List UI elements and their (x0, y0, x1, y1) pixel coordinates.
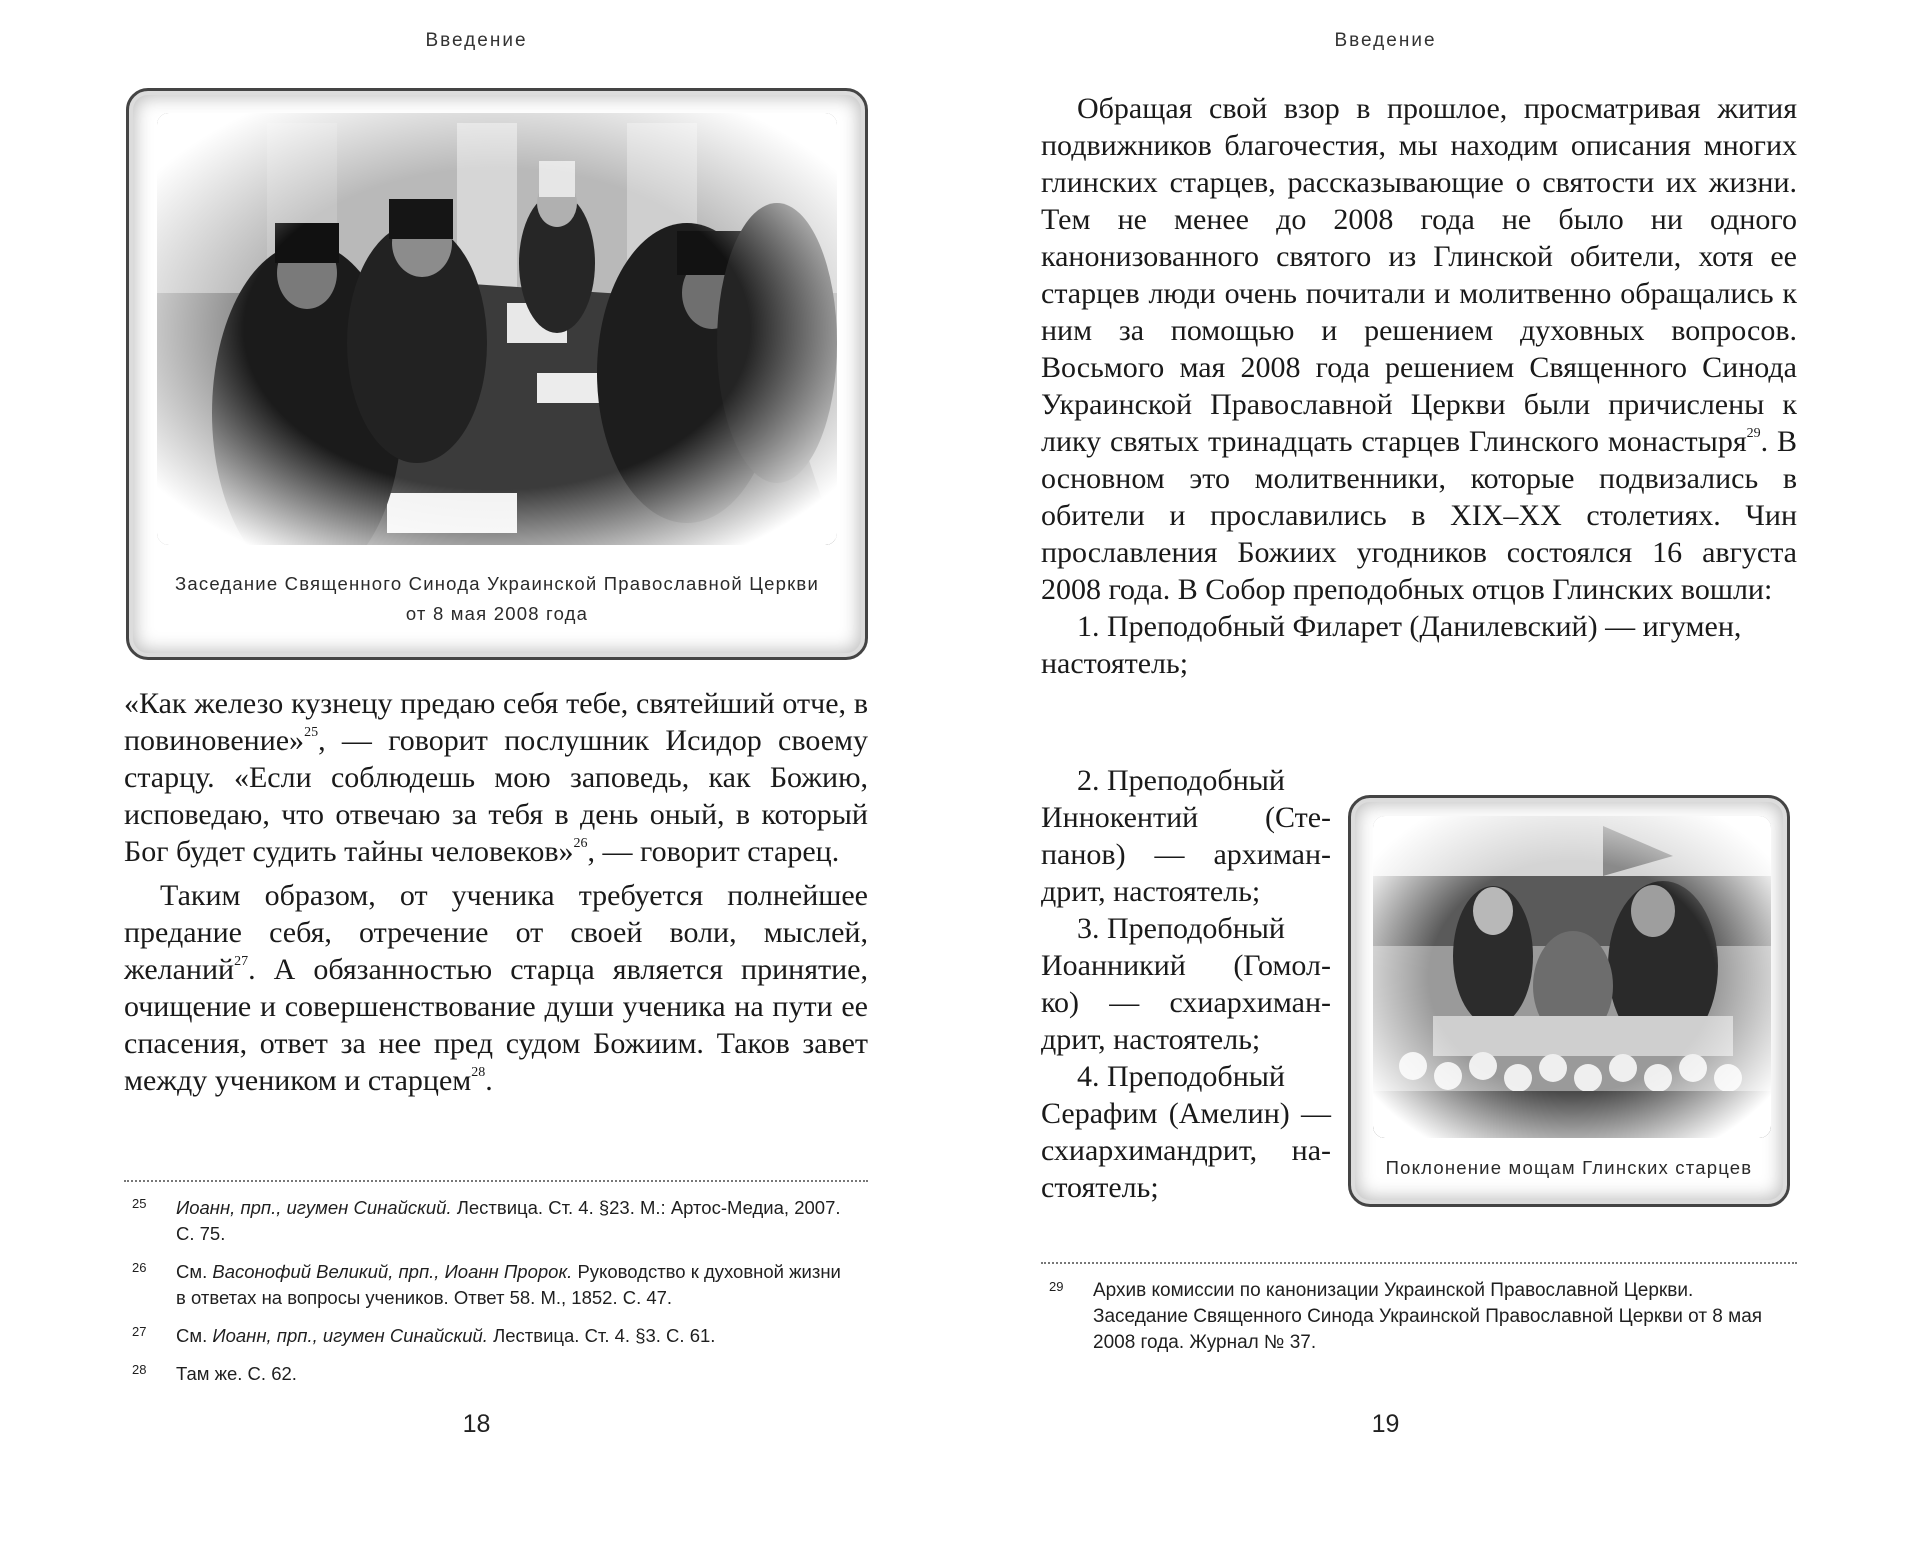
figure-caption: Поклонение мощам Глинских старцев (1385, 1157, 1753, 1178)
page-number: 19 (1371, 1410, 1400, 1438)
footnote-ref[interactable]: 28 (471, 1065, 486, 1080)
relics-veneration-image (1373, 816, 1771, 1138)
paragraph: «Как железо кузнецу предаю себя тебе, святейший отче, в повиновение»$^{25}$, — говорит послушник Исидор своему старцу. «Если соблюдешь мою заповедь, как Божию, исповедаю, что отвечаю за тебя в день оный, в который Бог будет судить тайны человеков»$^{26}$, — говорит старец. (124, 687, 868, 868)
figure-caption-line1: Заседание Священного Синода Украинской Православной Церкви (175, 573, 819, 594)
list-item-3: 3. Преподобный Иоанникий (Гомол- ко) — схиархиман- дрит, настоятель; (1041, 912, 1331, 1056)
footnote-divider (124, 1180, 868, 1182)
page-number: 18 (462, 1410, 491, 1438)
right-body-text (1041, 90, 1797, 682)
footnotes (1049, 1278, 1789, 1368)
list-item-2: 2. Преподобный Иннокентий (Сте- панов) — архиман- дрит, настоятель; (1041, 764, 1331, 908)
footnote-item: 25 Иоанн, прп., игумен Синайский. Лествица. Ст. 4. §23. М.: Артос-Медиа, 2007. С. 75. (132, 1196, 841, 1244)
figure-caption-line2: от 8 мая 2008 года (405, 603, 589, 624)
relics-photo-frame (1348, 795, 1790, 1207)
synod-meeting-photo (157, 113, 837, 545)
footnote-item: 26 См. Васонофий Великий, прп., Иоанн Пророк. Руководство к духовной жизни в ответах на вопросы учеников. Ответ 58. М., 1852. С. 47. (132, 1260, 841, 1308)
footnote-ref[interactable]: 29 (1746, 426, 1761, 441)
list-item-4: 4. Преподобный Серафим (Амелин) — схиархимандрит, на- стоятель; (1041, 1060, 1331, 1204)
paragraph: Обращая свой взор в прошлое, просматривая жития подвижников благочестия, мы находим описания многих глинских старцев, рассказывающие о святости их жизни. Тем не менее до 2008 года не было ни одного канонизованного святого из Глинской обители, хотя ее старцев люди очень почитали и молитвенно обращались к ним за помощью и решением духовных вопросов. Восьмого мая 2008 года решением Священного Синода Украинской Православной Церкви были причислены к лику святых тринадцать старцев Глинского монастыря$^{29}$. В основном это молитвенники, которые подвизались в обители и прославились в XIX–XX столетиях. Чин прославления Божиих угодников состоялся 16 августа 2008 года. В Собор преподобных отцов Глинских вошли: (1041, 92, 1797, 606)
right-page (953, 0, 1906, 1559)
synod-meeting-image (157, 113, 837, 545)
left-body-text (124, 685, 868, 1099)
footnotes (132, 1195, 852, 1399)
footnote-ref[interactable]: 26 (573, 836, 588, 851)
paragraph: Таким образом, от ученика требуется полнейшее предание себя, отречение от своей воли, мыслей, желаний$^{27}$. А обязанностью старца является принятие, очищение и совершенствование души ученика на пути ее спасения, ответ за нее пред судом Божиим. Таков завет между учеником и старцем$^{28}$. (124, 879, 868, 1097)
synod-photo-frame (126, 88, 868, 660)
footnote-ref[interactable]: 27 (234, 954, 249, 969)
running-head: Введение (425, 30, 528, 51)
footnote-item: 29 Архив комиссии по канонизации Украинской Православной Церкви. Заседание Священного Синода Украинской Православной Церкви от 8 мая 2008 года. Журнал № 37. (1049, 1279, 1763, 1353)
running-head: Введение (1334, 30, 1437, 51)
list-item-1-cont: настоятель; (1041, 647, 1189, 680)
list-item-1: 1. Преподобный Филарет (Данилевский) — игумен, (1077, 610, 1742, 643)
footnote-ref[interactable]: 25 (304, 725, 319, 740)
relics-veneration-photo (1373, 816, 1771, 1138)
footnote-item: 28 Там же. С. 62. (132, 1362, 297, 1384)
footnote-divider (1041, 1262, 1797, 1264)
footnote-item: 27 См. Иоанн, прп., игумен Синайский. Лествица. Ст. 4. §3. С. 61. (132, 1324, 716, 1346)
